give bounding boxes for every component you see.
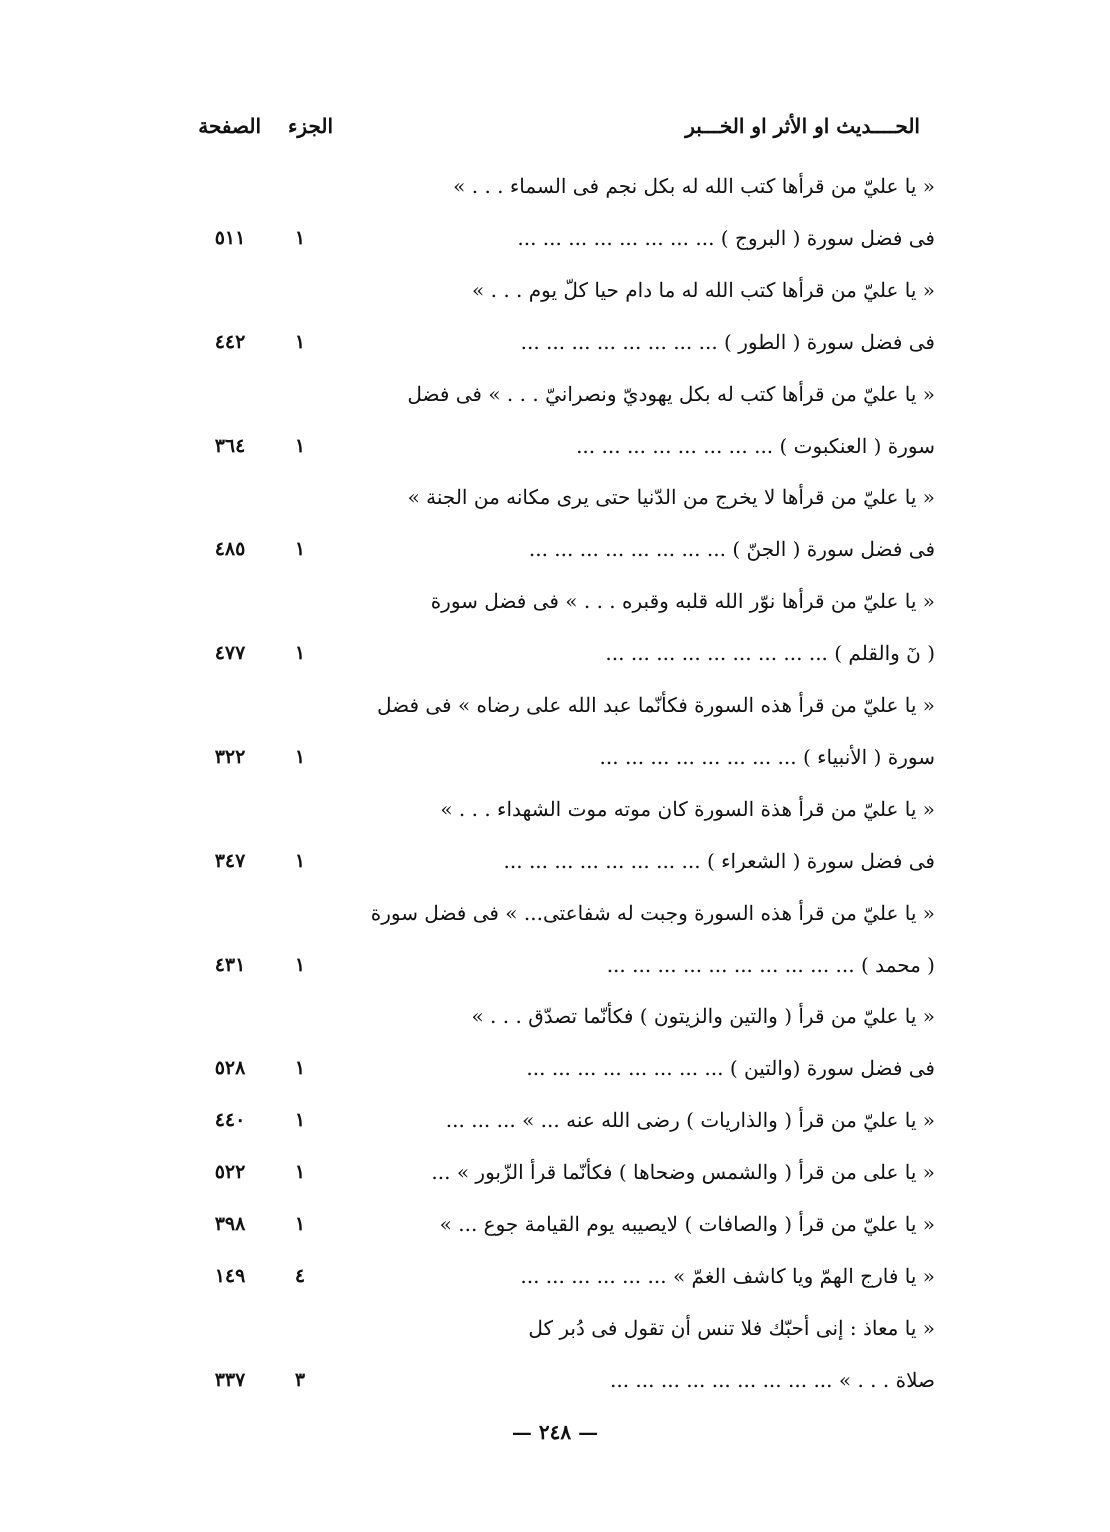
entry-page: ٣٦٤	[214, 435, 246, 457]
page-number: — ٢٤٨ —	[511, 1420, 599, 1444]
index-row	[0, 1152, 1110, 1192]
entry-page: ٤٤٠	[214, 1109, 246, 1131]
entry-text: فى فضل سورة ( الطور ) ... ... ... ... ... ... ... ...	[520, 330, 935, 354]
index-row	[0, 1256, 1110, 1296]
index-row	[0, 1048, 1110, 1088]
entry-part: ١	[294, 1213, 306, 1235]
entry-part: ١	[294, 1161, 306, 1183]
entry-page: ٣٩٨	[214, 1213, 246, 1235]
index-row	[0, 1204, 1110, 1244]
entry-part: ٣	[294, 1369, 306, 1391]
entry-text: « يا عليّ من قرأ ( والذاريات ) رضى الله عنه ... » ... ... ...	[445, 1108, 935, 1132]
index-row	[0, 685, 1110, 725]
entry-page: ٥١١	[214, 227, 246, 249]
entry-page: ١٤٩	[214, 1265, 246, 1287]
entry-page: ٤٨٥	[214, 538, 246, 560]
index-row	[0, 374, 1110, 414]
entry-text: فى فضل سورة ( البروج ) ... ... ... ... ... ... ... ...	[517, 226, 935, 250]
index-row	[0, 893, 1110, 933]
index-row	[0, 789, 1110, 829]
entry-text: « يا عليّ من قرأ هذه السورة وجبت له شفاعتى... » فى فضل سورة	[370, 901, 935, 925]
entry-text: فى فضل سورة ( الجنّ ) ... ... ... ... ... ... ... ...	[528, 537, 935, 561]
entry-part: ١	[294, 435, 306, 457]
entry-page: ٤٤٢	[214, 331, 246, 353]
index-row	[0, 1360, 1110, 1400]
index-row	[0, 477, 1110, 517]
entry-part: ١	[294, 1057, 306, 1079]
entry-text: فى فضل سورة (والتين ) ... ... ... ... ... ... ... ...	[526, 1056, 935, 1080]
entry-page: ٤٣١	[214, 954, 246, 976]
entry-text: « يا عليّ من قرأ ( والصافات ) لايصيبه يوم القيامة جوع ... »	[439, 1212, 935, 1236]
entry-text: « يا عليّ من قرأها نوّر الله قلبه وقبره . . . » فى فضل سورة	[430, 589, 935, 613]
entry-part: ١	[294, 746, 306, 768]
index-row	[0, 1100, 1110, 1140]
column-header-part: الجزء	[288, 114, 333, 138]
entry-text: سورة ( العنكبوت ) ... ... ... ... ... ... ... ...	[576, 434, 935, 458]
entry-page: ٣٣٧	[214, 1369, 246, 1391]
index-row	[0, 1308, 1110, 1348]
entry-page: ٥٢٢	[214, 1161, 246, 1183]
entry-page: ٤٧٧	[214, 642, 246, 664]
index-row	[0, 322, 1110, 362]
index-row	[0, 633, 1110, 673]
index-row	[0, 581, 1110, 621]
index-row	[0, 426, 1110, 466]
entry-part: ١	[294, 954, 306, 976]
entry-text: « يا عليّ من قرأها كتب الله له ما دام حيا كلّ يوم . . . »	[472, 278, 935, 302]
entry-part: ١	[294, 538, 306, 560]
entry-text: « يا عليّ من قرأ هذة السورة كان موته موت الشهداء . . . »	[440, 797, 935, 821]
entry-text: « يا عليّ من قرأها كتب الله له بكل نجم فى السماء . . . »	[453, 174, 935, 198]
entry-page: ٣٤٧	[214, 850, 246, 872]
entry-text: « يا عليّ من قرأها كتب له بكل يهوديّ ونصرانيّ . . . » فى فضل	[407, 382, 935, 406]
entry-part: ١	[294, 850, 306, 872]
index-row	[0, 270, 1110, 310]
entry-part: ١	[294, 331, 306, 353]
index-row	[0, 529, 1110, 569]
entry-text: « يا عليّ من قرأ هذه السورة فكأنّما عبد الله على رضاه » فى فضل	[376, 693, 935, 717]
entry-page: ٥٢٨	[214, 1057, 246, 1079]
entry-text: ( محمد ) ... ... ... ... ... ... ... ... ... ...	[606, 953, 935, 977]
index-row	[0, 218, 1110, 258]
entry-part: ١	[294, 642, 306, 664]
index-row	[0, 841, 1110, 881]
entry-text: « يا على من قرأ ( والشمس وضحاها ) فكأنّما قرأ الزّبور » ...	[431, 1160, 935, 1184]
entry-text: « يا عليّ من قرأ ( والتين والزيتون ) فكأنّما تصدّق . . . »	[471, 1004, 935, 1028]
entry-text: فى فضل سورة ( الشعراء ) ... ... ... ... ... ... ... ...	[503, 849, 935, 873]
entry-page: ٣٢٢	[214, 746, 246, 768]
entry-text: « يا فارج الهمّ ويا كاشف الغمّ » ... ... ... ... ... ...	[520, 1264, 935, 1288]
entry-text: صلاة . . . » ... ... ... ... ... ... ... ... ...	[610, 1368, 935, 1392]
entry-text: ( نٓ والقلم ) ... ... ... ... ... ... ... ... ...	[605, 641, 935, 665]
entry-part: ١	[294, 1109, 306, 1131]
index-row	[0, 166, 1110, 206]
index-row	[0, 737, 1110, 777]
index-row	[0, 996, 1110, 1036]
column-header-text: الحــــديث او الأثر او الخـــبر	[685, 114, 920, 138]
entry-part: ٤	[294, 1265, 306, 1287]
index-row	[0, 945, 1110, 985]
column-header-page: الصفحة	[198, 114, 261, 138]
entry-text: « يا عليّ من قرأها لا يخرج من الدّنيا حتى يرى مكانه من الجنة »	[407, 485, 935, 509]
entry-text: « يا معاذ : إنى أحبّك فلا تنس أن تقول فى دُبر كل	[528, 1316, 935, 1340]
entry-text: سورة ( الأنبياء ) ... ... ... ... ... ... ... ...	[599, 745, 935, 769]
entry-part: ١	[294, 227, 306, 249]
